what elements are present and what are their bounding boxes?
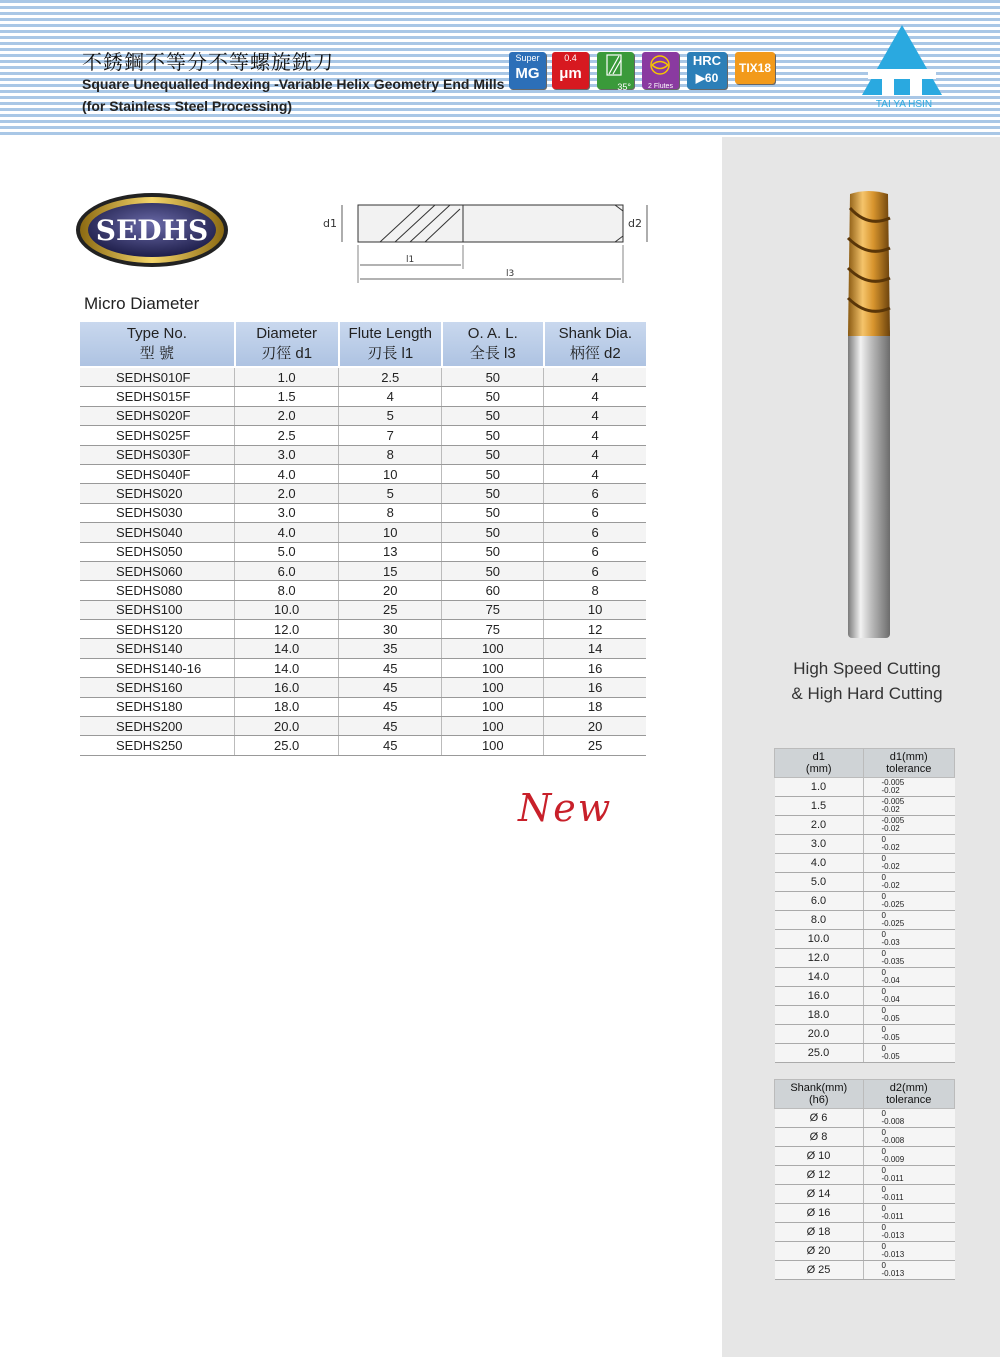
table-row bbox=[80, 484, 646, 503]
table-cell: 8 bbox=[339, 445, 442, 464]
company-logo-text: TAI YA HSIN bbox=[875, 99, 933, 110]
header-banner bbox=[0, 0, 1000, 137]
tolerance-cell bbox=[863, 1109, 955, 1128]
table-cell: 35 bbox=[339, 639, 442, 658]
table-cell: 6 bbox=[544, 503, 646, 522]
lower-tolerance: -0.011 bbox=[881, 1193, 904, 1202]
tolerance-row bbox=[775, 1242, 955, 1261]
table-cell: 75 bbox=[442, 600, 544, 619]
micron-badge-main: μm bbox=[559, 65, 582, 82]
mg-badge-main: MG bbox=[515, 65, 540, 82]
table-cell: 13 bbox=[339, 542, 442, 561]
end-mill-image bbox=[838, 188, 898, 640]
table-cell: 100 bbox=[442, 697, 544, 716]
d2-tolerance-column-header: d2(mm) tolerance bbox=[863, 1080, 955, 1109]
lower-tolerance: -0.04 bbox=[881, 995, 900, 1004]
table-cell: 10 bbox=[544, 600, 646, 619]
table-cell: 2.0 bbox=[235, 406, 339, 425]
tolerance-row bbox=[775, 1261, 955, 1280]
mg-badge-top: Super bbox=[515, 53, 540, 63]
lower-tolerance: -0.013 bbox=[881, 1231, 905, 1240]
upper-tolerance: 0 bbox=[881, 1128, 886, 1137]
end-mill-dimension-drawing bbox=[320, 195, 660, 285]
l1-label: l1 bbox=[406, 255, 415, 265]
d2-tolerance-table bbox=[774, 1079, 955, 1280]
tolerance-row bbox=[775, 1147, 955, 1166]
table-row bbox=[80, 658, 646, 677]
size-cell: 6.0 bbox=[775, 892, 864, 911]
table-cell: SEDHS120 bbox=[80, 620, 235, 639]
table-cell: 6 bbox=[544, 561, 646, 580]
table-row bbox=[80, 600, 646, 619]
size-cell: Ø 6 bbox=[775, 1109, 864, 1128]
d1-tolerance-table bbox=[774, 748, 955, 1063]
lower-tolerance: -0.02 bbox=[881, 824, 900, 833]
tolerance-cell bbox=[863, 797, 955, 816]
upper-tolerance: 0 bbox=[881, 892, 886, 901]
table-row bbox=[80, 717, 646, 736]
table-cell: SEDHS010F bbox=[80, 367, 235, 387]
tolerance-cell bbox=[863, 1242, 955, 1261]
tolerance-row bbox=[775, 968, 955, 987]
lower-tolerance: -0.025 bbox=[881, 919, 905, 928]
table-cell: 50 bbox=[442, 561, 544, 580]
table-cell: 8 bbox=[339, 503, 442, 522]
feature-caption-2: & High Hard Cutting bbox=[791, 684, 943, 703]
upper-tolerance: 0 bbox=[881, 1223, 886, 1232]
table-cell: SEDHS160 bbox=[80, 678, 235, 697]
table-cell: 14.0 bbox=[235, 658, 339, 677]
tolerance-cell bbox=[863, 987, 955, 1006]
table-cell: 45 bbox=[339, 658, 442, 677]
lower-tolerance: -0.008 bbox=[881, 1136, 905, 1145]
table-cell: 16 bbox=[544, 678, 646, 697]
table-cell: SEDHS025F bbox=[80, 426, 235, 445]
table-cell: 100 bbox=[442, 639, 544, 658]
table-row bbox=[80, 620, 646, 639]
size-cell: Ø 14 bbox=[775, 1185, 864, 1204]
table-row bbox=[80, 387, 646, 406]
upper-tolerance: 0 bbox=[881, 854, 886, 863]
table-cell: SEDHS080 bbox=[80, 581, 235, 600]
tolerance-cell bbox=[863, 854, 955, 873]
upper-tolerance: 0 bbox=[881, 930, 886, 939]
column-header bbox=[80, 322, 235, 367]
table-cell: 4.0 bbox=[235, 464, 339, 483]
tolerance-row bbox=[775, 1025, 955, 1044]
lower-tolerance: -0.02 bbox=[881, 786, 900, 795]
l3-label: l3 bbox=[506, 269, 515, 279]
table-cell: 1.0 bbox=[235, 367, 339, 387]
column-header-zh: 刃長 l1 bbox=[367, 345, 414, 362]
table-cell: 50 bbox=[442, 542, 544, 561]
table-cell: 4 bbox=[544, 367, 646, 387]
flutes-badge bbox=[642, 52, 679, 89]
size-cell: 20.0 bbox=[775, 1025, 864, 1044]
lower-tolerance: -0.02 bbox=[881, 805, 900, 814]
table-cell: 50 bbox=[442, 406, 544, 425]
hrc-badge-main: ▶60 bbox=[695, 71, 719, 85]
table-row bbox=[80, 406, 646, 425]
table-cell: 6.0 bbox=[235, 561, 339, 580]
upper-tolerance: -0.005 bbox=[881, 778, 905, 787]
tolerance-row bbox=[775, 1185, 955, 1204]
size-cell: 12.0 bbox=[775, 949, 864, 968]
table-row bbox=[80, 523, 646, 542]
table-cell: 50 bbox=[442, 367, 544, 387]
table-cell: 100 bbox=[442, 717, 544, 736]
size-cell: 8.0 bbox=[775, 911, 864, 930]
table-cell: 3.0 bbox=[235, 445, 339, 464]
new-label: New bbox=[518, 786, 613, 830]
title-english-subtitle: (for Stainless Steel Processing) bbox=[82, 98, 293, 114]
size-cell: Ø 8 bbox=[775, 1128, 864, 1147]
table-cell: 5.0 bbox=[235, 542, 339, 561]
tolerance-cell bbox=[863, 911, 955, 930]
table-cell: 100 bbox=[442, 678, 544, 697]
table-cell: 50 bbox=[442, 503, 544, 522]
size-cell: Ø 16 bbox=[775, 1204, 864, 1223]
table-cell: 30 bbox=[339, 620, 442, 639]
shank-column-header: Shank(mm) (h6) bbox=[775, 1080, 864, 1109]
table-cell: 6 bbox=[544, 523, 646, 542]
table-cell: 50 bbox=[442, 387, 544, 406]
lower-tolerance: -0.03 bbox=[881, 938, 900, 947]
section-title: Micro Diameter bbox=[84, 294, 200, 313]
table-cell: SEDHS040 bbox=[80, 523, 235, 542]
d1-tolerance-column-header: d1(mm) tolerance bbox=[863, 749, 955, 778]
table-cell: 75 bbox=[442, 620, 544, 639]
table-cell: 6 bbox=[544, 484, 646, 503]
table-cell: 4 bbox=[544, 426, 646, 445]
upper-tolerance: 0 bbox=[881, 911, 886, 920]
tolerance-row bbox=[775, 1006, 955, 1025]
lower-tolerance: -0.02 bbox=[881, 862, 900, 871]
table-cell: 2.5 bbox=[339, 367, 442, 387]
helix-angle-icon bbox=[597, 52, 634, 76]
lower-tolerance: -0.035 bbox=[881, 957, 905, 966]
size-cell: Ø 20 bbox=[775, 1242, 864, 1261]
table-cell: 45 bbox=[339, 697, 442, 716]
table-cell: SEDHS040F bbox=[80, 464, 235, 483]
table-cell: 20 bbox=[339, 581, 442, 600]
tolerance-cell bbox=[863, 1006, 955, 1025]
upper-tolerance: 0 bbox=[881, 1006, 886, 1015]
tolerance-cell bbox=[863, 1261, 955, 1280]
column-header-zh: 刃徑 d1 bbox=[261, 345, 313, 362]
table-cell: SEDHS140-16 bbox=[80, 658, 235, 677]
tolerance-row bbox=[775, 911, 955, 930]
tolerance-cell bbox=[863, 873, 955, 892]
tolerance-cell bbox=[863, 1204, 955, 1223]
upper-tolerance: 0 bbox=[881, 1044, 886, 1053]
table-cell: 5 bbox=[339, 484, 442, 503]
table-cell: 12 bbox=[544, 620, 646, 639]
upper-tolerance: 0 bbox=[881, 1109, 886, 1118]
table-cell: SEDHS020F bbox=[80, 406, 235, 425]
size-cell: 4.0 bbox=[775, 854, 864, 873]
lower-tolerance: -0.009 bbox=[881, 1155, 905, 1164]
tolerance-cell bbox=[863, 892, 955, 911]
tix18-label: TIX18 bbox=[738, 61, 771, 75]
table-cell: 4.0 bbox=[235, 523, 339, 542]
tolerance-row bbox=[775, 892, 955, 911]
upper-tolerance: 0 bbox=[881, 1147, 886, 1156]
table-cell: SEDHS140 bbox=[80, 639, 235, 658]
tolerance-row bbox=[775, 873, 955, 892]
column-header bbox=[339, 322, 442, 367]
tolerance-cell bbox=[863, 1147, 955, 1166]
table-cell: 45 bbox=[339, 717, 442, 736]
table-cell: 60 bbox=[442, 581, 544, 600]
tolerance-row bbox=[775, 797, 955, 816]
table-cell: 25.0 bbox=[235, 736, 339, 755]
tolerance-row bbox=[775, 1109, 955, 1128]
sedhs-series-emblem bbox=[74, 191, 230, 269]
lower-tolerance: -0.05 bbox=[881, 1033, 900, 1042]
size-cell: Ø 12 bbox=[775, 1166, 864, 1185]
series-name: SEDHS bbox=[95, 214, 209, 247]
table-cell: SEDHS015F bbox=[80, 387, 235, 406]
d1-column-header: d1 (mm) bbox=[775, 749, 864, 778]
column-header-en: O. A. L. bbox=[467, 325, 518, 342]
helix-angle-label: 35° bbox=[617, 82, 631, 92]
d2-label: d2 bbox=[628, 217, 642, 230]
table-cell: 4 bbox=[544, 464, 646, 483]
tolerance-cell bbox=[863, 930, 955, 949]
column-header-zh: 型 號 bbox=[139, 345, 174, 362]
table-row bbox=[80, 736, 646, 755]
upper-tolerance: 0 bbox=[881, 949, 886, 958]
table-cell: 10 bbox=[339, 523, 442, 542]
table-cell: 4 bbox=[544, 387, 646, 406]
size-cell: Ø 25 bbox=[775, 1261, 864, 1280]
size-cell: Ø 10 bbox=[775, 1147, 864, 1166]
lower-tolerance: -0.025 bbox=[881, 900, 905, 909]
tix18-badge bbox=[735, 52, 775, 84]
table-cell: 50 bbox=[442, 426, 544, 445]
lower-tolerance: -0.05 bbox=[881, 1014, 900, 1023]
column-header bbox=[442, 322, 544, 367]
table-cell: 2.0 bbox=[235, 484, 339, 503]
table-cell: 7 bbox=[339, 426, 442, 445]
micron-badge-top: 0.4 bbox=[564, 53, 577, 63]
table-row bbox=[80, 464, 646, 483]
table-cell: 45 bbox=[339, 736, 442, 755]
tolerance-cell bbox=[863, 816, 955, 835]
size-cell: Ø 18 bbox=[775, 1223, 864, 1242]
size-cell: 18.0 bbox=[775, 1006, 864, 1025]
flutes-icon bbox=[642, 52, 679, 76]
column-header-en: Diameter bbox=[256, 325, 318, 342]
table-cell: 4 bbox=[339, 387, 442, 406]
table-cell: 8 bbox=[544, 581, 646, 600]
column-header-en: Flute Length bbox=[348, 325, 432, 342]
table-cell: 5 bbox=[339, 406, 442, 425]
table-cell: SEDHS180 bbox=[80, 697, 235, 716]
column-header-en: Type No. bbox=[126, 325, 187, 342]
table-cell: 4 bbox=[544, 406, 646, 425]
table-cell: 20 bbox=[544, 717, 646, 736]
title-english: Square Unequalled Indexing -Variable Helix Geometry End Mills bbox=[82, 76, 505, 92]
size-cell: 5.0 bbox=[775, 873, 864, 892]
hrc-badge bbox=[687, 52, 727, 89]
tolerance-row bbox=[775, 1204, 955, 1223]
table-row bbox=[80, 639, 646, 658]
tolerance-cell bbox=[863, 968, 955, 987]
tolerance-cell bbox=[863, 1166, 955, 1185]
table-cell: 2.5 bbox=[235, 426, 339, 445]
tolerance-cell bbox=[863, 835, 955, 854]
size-cell: 1.5 bbox=[775, 797, 864, 816]
upper-tolerance: 0 bbox=[881, 987, 886, 996]
upper-tolerance: 0 bbox=[881, 1185, 886, 1194]
table-cell: 50 bbox=[442, 464, 544, 483]
tolerance-cell bbox=[863, 1223, 955, 1242]
table-row bbox=[80, 697, 646, 716]
table-row bbox=[80, 445, 646, 464]
upper-tolerance: 0 bbox=[881, 835, 886, 844]
table-cell: 6 bbox=[544, 542, 646, 561]
upper-tolerance: 0 bbox=[881, 1204, 886, 1213]
size-cell: 2.0 bbox=[775, 816, 864, 835]
upper-tolerance: 0 bbox=[881, 1166, 886, 1175]
table-row bbox=[80, 426, 646, 445]
size-cell: 16.0 bbox=[775, 987, 864, 1006]
table-cell: 18 bbox=[544, 697, 646, 716]
tolerance-row bbox=[775, 1166, 955, 1185]
table-cell: SEDHS020 bbox=[80, 484, 235, 503]
table-row bbox=[80, 503, 646, 522]
lower-tolerance: -0.008 bbox=[881, 1117, 905, 1126]
lower-tolerance: -0.013 bbox=[881, 1250, 905, 1259]
table-row bbox=[80, 367, 646, 387]
size-cell: 1.0 bbox=[775, 778, 864, 797]
table-row bbox=[80, 542, 646, 561]
table-cell: 14.0 bbox=[235, 639, 339, 658]
table-cell: SEDHS100 bbox=[80, 600, 235, 619]
table-row bbox=[80, 561, 646, 580]
tolerance-row bbox=[775, 949, 955, 968]
upper-tolerance: 0 bbox=[881, 968, 886, 977]
table-cell: SEDHS200 bbox=[80, 717, 235, 736]
lower-tolerance: -0.011 bbox=[881, 1174, 904, 1183]
size-cell: 3.0 bbox=[775, 835, 864, 854]
size-cell: 25.0 bbox=[775, 1044, 864, 1063]
table-cell: 25 bbox=[339, 600, 442, 619]
table-cell: SEDHS050 bbox=[80, 542, 235, 561]
table-row bbox=[80, 678, 646, 697]
lower-tolerance: -0.011 bbox=[881, 1212, 904, 1221]
tolerance-row bbox=[775, 854, 955, 873]
lower-tolerance: -0.05 bbox=[881, 1052, 900, 1061]
table-cell: 50 bbox=[442, 445, 544, 464]
tolerance-row bbox=[775, 778, 955, 797]
upper-tolerance: 0 bbox=[881, 1242, 886, 1251]
spec-table bbox=[80, 322, 646, 756]
tolerance-cell bbox=[863, 778, 955, 797]
tolerance-cell bbox=[863, 949, 955, 968]
table-cell: 25 bbox=[544, 736, 646, 755]
table-cell: 45 bbox=[339, 678, 442, 697]
table-cell: 10.0 bbox=[235, 600, 339, 619]
lower-tolerance: -0.02 bbox=[881, 843, 900, 852]
column-header-zh: 全長 l3 bbox=[469, 345, 516, 362]
tolerance-row bbox=[775, 1128, 955, 1147]
tolerance-row bbox=[775, 835, 955, 854]
hrc-badge-top: HRC bbox=[692, 53, 722, 68]
tolerance-row bbox=[775, 1223, 955, 1242]
table-cell: 3.0 bbox=[235, 503, 339, 522]
tolerance-row bbox=[775, 1044, 955, 1063]
feature-caption-1: High Speed Cutting bbox=[793, 659, 941, 678]
tolerance-cell bbox=[863, 1128, 955, 1147]
table-cell: 50 bbox=[442, 523, 544, 542]
tolerance-row bbox=[775, 816, 955, 835]
tolerance-cell bbox=[863, 1185, 955, 1204]
tolerance-cell bbox=[863, 1025, 955, 1044]
helix-angle-badge bbox=[597, 52, 634, 92]
column-header bbox=[544, 322, 646, 367]
table-cell: SEDHS250 bbox=[80, 736, 235, 755]
table-cell: 18.0 bbox=[235, 697, 339, 716]
table-cell: 20.0 bbox=[235, 717, 339, 736]
table-cell: 16.0 bbox=[235, 678, 339, 697]
title-chinese: 不銹鋼不等分不等螺旋銑刀 bbox=[82, 50, 334, 74]
tolerance-row bbox=[775, 987, 955, 1006]
table-cell: 12.0 bbox=[235, 620, 339, 639]
flutes-label: 2 Flutes bbox=[648, 83, 673, 90]
table-cell: 15 bbox=[339, 561, 442, 580]
size-cell: 14.0 bbox=[775, 968, 864, 987]
table-cell: 14 bbox=[544, 639, 646, 658]
micron-badge bbox=[552, 52, 589, 89]
lower-tolerance: -0.04 bbox=[881, 976, 900, 985]
table-cell: 8.0 bbox=[235, 581, 339, 600]
upper-tolerance: 0 bbox=[881, 873, 886, 882]
column-header-zh: 柄徑 d2 bbox=[569, 345, 621, 362]
upper-tolerance: -0.005 bbox=[881, 816, 905, 825]
table-cell: 16 bbox=[544, 658, 646, 677]
lower-tolerance: -0.02 bbox=[881, 881, 900, 890]
upper-tolerance: 0 bbox=[881, 1261, 886, 1270]
table-cell: 100 bbox=[442, 736, 544, 755]
table-cell: 10 bbox=[339, 464, 442, 483]
tolerance-cell bbox=[863, 1044, 955, 1063]
size-cell: 10.0 bbox=[775, 930, 864, 949]
table-cell: 4 bbox=[544, 445, 646, 464]
super-mg-badge bbox=[509, 52, 546, 89]
table-cell: 50 bbox=[442, 484, 544, 503]
table-row bbox=[80, 581, 646, 600]
table-cell: SEDHS030F bbox=[80, 445, 235, 464]
table-cell: SEDHS060 bbox=[80, 561, 235, 580]
tolerance-row bbox=[775, 930, 955, 949]
column-header bbox=[235, 322, 339, 367]
lower-tolerance: -0.013 bbox=[881, 1269, 905, 1278]
table-cell: SEDHS030 bbox=[80, 503, 235, 522]
upper-tolerance: -0.005 bbox=[881, 797, 905, 806]
d1-label: d1 bbox=[323, 217, 337, 230]
table-cell: 100 bbox=[442, 658, 544, 677]
table-cell: 1.5 bbox=[235, 387, 339, 406]
upper-tolerance: 0 bbox=[881, 1025, 886, 1034]
column-header-en: Shank Dia. bbox=[558, 325, 633, 342]
